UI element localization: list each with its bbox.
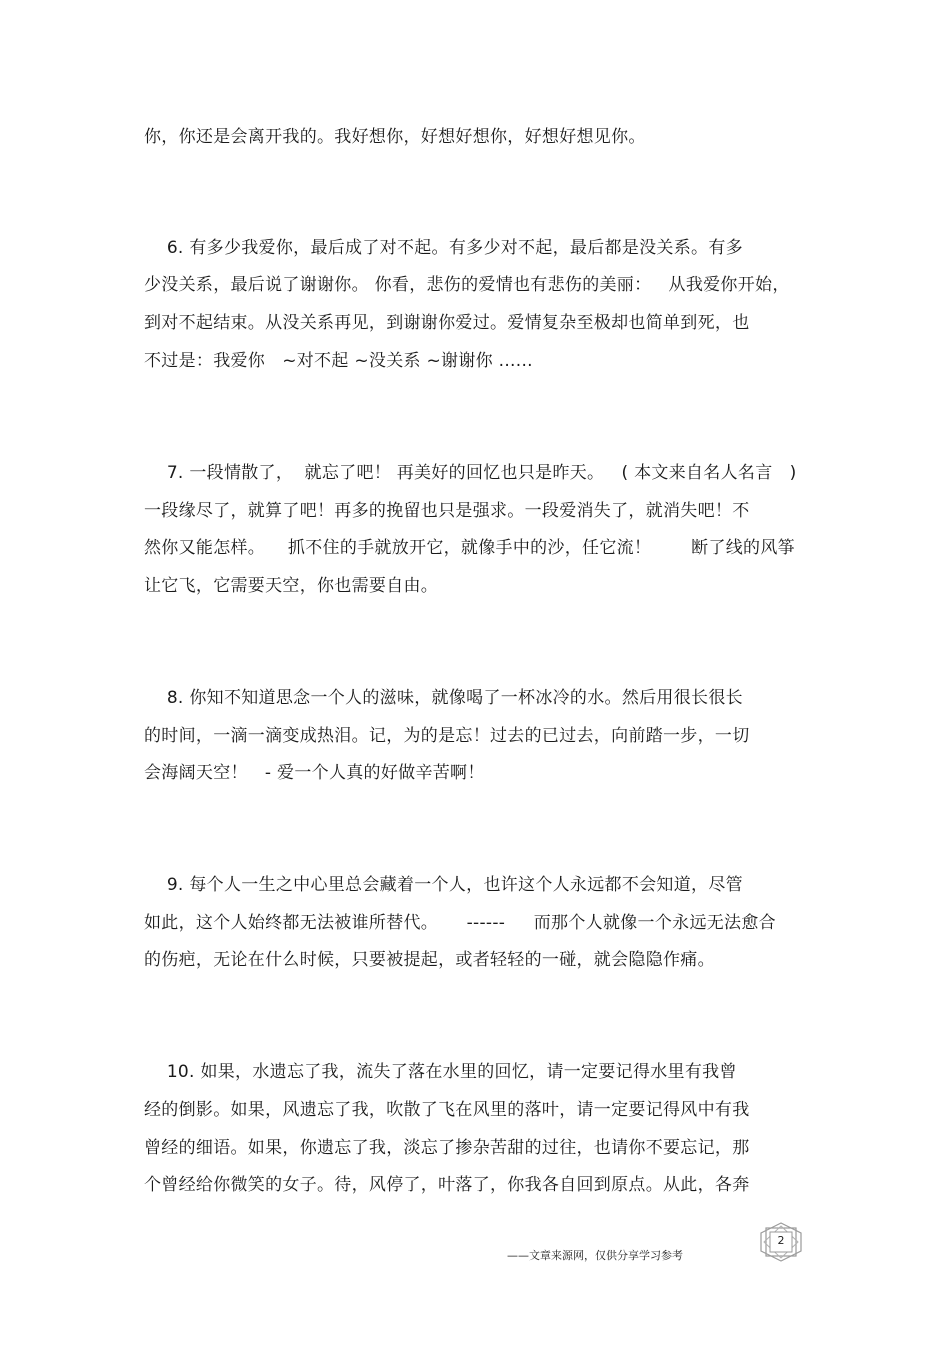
text-line: 如此，这个人始终都无法被谁所替代。 ------ 而那个人就像一个永远无法愈合 [144,913,776,933]
text-line: 9. 每个人一生之中心里总会藏着一个人，也许这个人永远都不会知道，尽管 [144,875,743,895]
text-line: 曾经的细语。如果，你遗忘了我，淡忘了掺杂苦甜的过往，也请你不要忘记，那 [144,1138,750,1158]
text-line: 的伤疤，无论在什么时候，只要被提起，或者轻轻的一碰，就会隐隐作痛。 [144,950,715,970]
text-line: 10. 如果，水遗忘了我，流失了落在水里的回忆，请一定要记得水里有我曾 [144,1062,737,1082]
footer-source-note: ——文章来源网，仅供分享学习参考 [507,1249,683,1262]
text-line: 让它飞，它需要天空，你也需要自由。 [144,576,439,596]
page-number: 2 [777,1234,785,1247]
text-line: 然你又能怎样。 抓不住的手就放开它，就像手中的沙，任它流！ 断了线的风筝 [144,538,795,558]
text-line: 你，你还是会离开我的。我好想你，好想好想你，好想好想见你。 [144,127,646,147]
text-line: 少没关系，最后说了谢谢你。 你看，悲伤的爱情也有悲伤的美丽： 从我爱你开始， [144,275,790,295]
text-line: 一段缘尽了，就算了吧！再多的挽留也只是强求。一段爱消失了，就消失吧！不 [144,501,750,521]
text-line: 不过是：我爱你 ~对不起 ~没关系 ~谢谢你 ...... [144,351,533,371]
text-line: 会海阔天空！ - 爱一个人真的好做辛苦啊！ [144,763,485,783]
text-line: 的时间，一滴一滴变成热泪。记，为的是忘！过去的已过去，向前踏一步，一切 [144,726,750,746]
text-line: 个曾经给你微笑的女子。待，风停了，叶落了，你我各自回到原点。从此，各奔 [144,1175,750,1195]
text-line: 到对不起结束。从没关系再见，到谢谢你爱过。爱情复杂至极却也简单到死，也 [144,313,750,333]
text-line: 7. 一段情散了， 就忘了吧！ 再美好的回忆也只是昨天。 ( 本文来自名人名言 ) [144,463,797,483]
text-line: 6. 有多少我爱你，最后成了对不起。有多少对不起，最后都是没关系。有多 [144,238,743,258]
text-line: 8. 你知不知道思念一个人的滋味，就像喝了一杯冰冷的水。然后用很长很长 [144,688,743,708]
text-line: 经的倒影。如果，风遗忘了我，吹散了飞在风里的落叶，请一定要记得风中有我 [144,1100,750,1120]
